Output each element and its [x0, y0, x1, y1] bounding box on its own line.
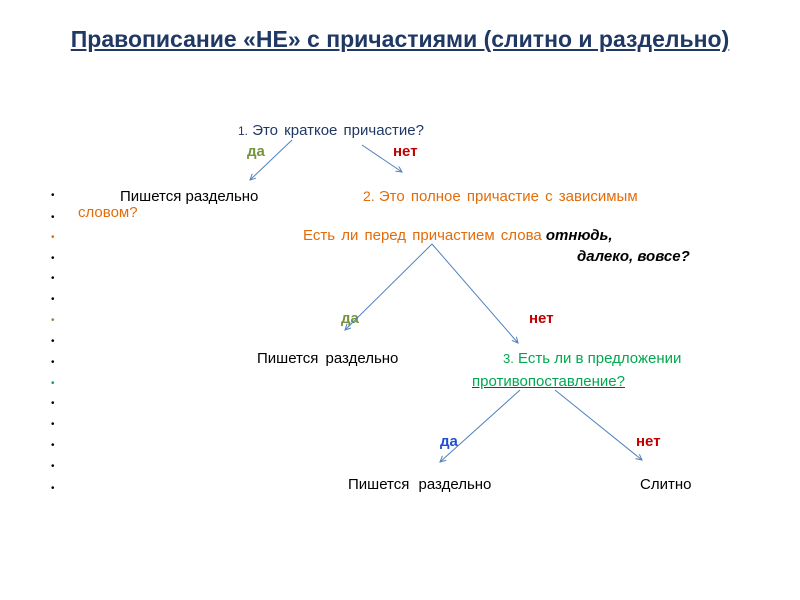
bullet-marker: • [51, 357, 55, 368]
bullet-marker: • [51, 212, 55, 223]
bullet-marker: • [51, 273, 55, 284]
answer-1-no: нет [393, 143, 418, 160]
slide-title: Правописание «НЕ» с причастиями (слитно и раздельно) [70, 26, 730, 52]
question-2-text: Это полное причастие с зависимым [378, 188, 638, 205]
question-3-number: 3. [503, 351, 514, 366]
result-3-separate: Пишется раздельно [348, 476, 492, 493]
bullet-marker: • [51, 378, 55, 389]
bullet-marker: • [51, 483, 55, 494]
bullet-marker: • [51, 398, 55, 409]
result-2-separate: Пишется раздельно [257, 350, 399, 367]
bullet-marker: • [51, 461, 55, 472]
question-2-line3-prefix: Есть ли перед причастием слова [303, 227, 542, 244]
question-2-words-1: отнюдь, [545, 227, 613, 244]
answer-2-yes: да [341, 310, 359, 327]
result-1-separate: Пишется раздельно [120, 188, 259, 205]
bullet-marker: • [51, 294, 55, 305]
result-3-fused: Слитно [640, 476, 692, 493]
arrow-3-no [555, 390, 642, 460]
question-2-number: 2. [363, 188, 375, 204]
answer-3-no: нет [636, 433, 661, 450]
bullet-marker: • [51, 336, 55, 347]
arrow-2-yes [345, 244, 432, 330]
arrow-1-yes [250, 140, 292, 180]
question-3-line2-text: противопоставление? [472, 373, 625, 390]
answer-2-no: нет [529, 310, 554, 327]
question-2-line2: словом? [78, 204, 138, 221]
bullet-marker: • [51, 253, 55, 264]
bullet-marker: • [51, 440, 55, 451]
question-1-number: 1. [238, 124, 249, 138]
arrow-3-yes [440, 390, 520, 462]
bullet-marker: • [51, 232, 55, 243]
question-3-text: Есть ли в предложении [518, 350, 682, 367]
arrow-1-no [362, 145, 402, 172]
arrow-2-no [432, 244, 518, 343]
answer-3-yes: да [440, 433, 458, 450]
answer-1-yes: да [247, 143, 265, 160]
question-2-words-2: далеко, вовсе? [577, 248, 690, 265]
bullet-marker: • [51, 419, 55, 430]
bullet-marker: • [51, 315, 55, 326]
bullet-marker: • [51, 190, 55, 201]
question-1-text: Это краткое причастие? [252, 122, 424, 139]
